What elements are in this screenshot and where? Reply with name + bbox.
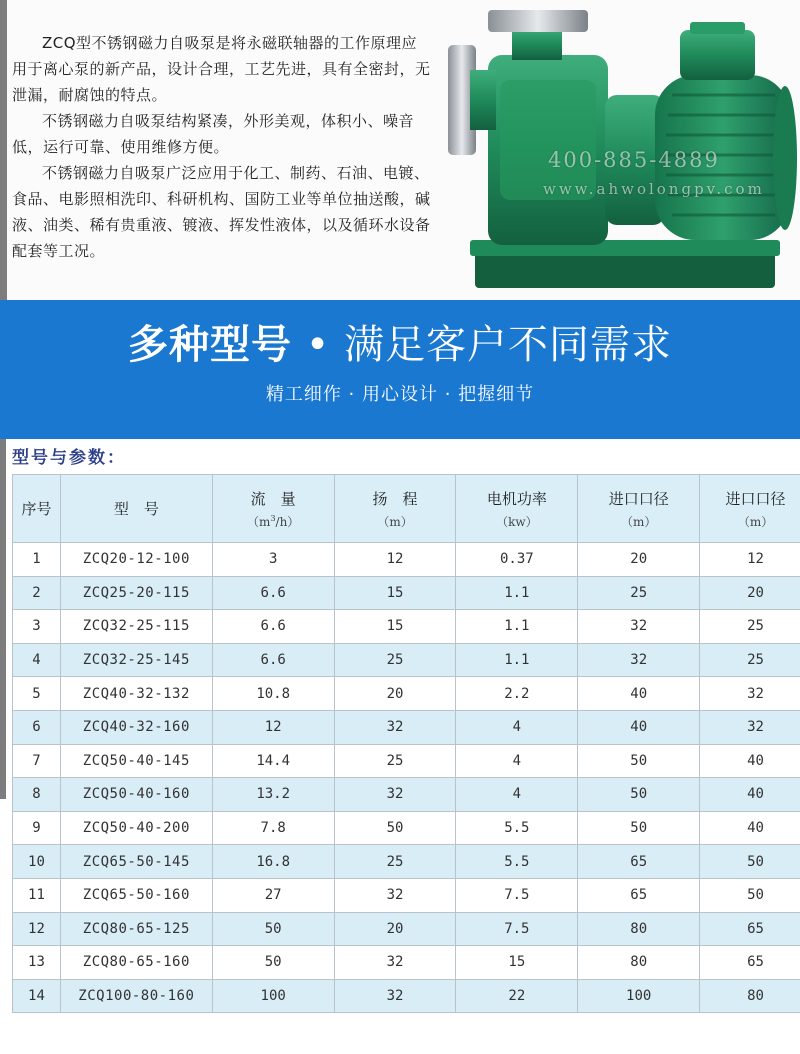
banner-subtitle: 精工细作 · 用心设计 · 把握细节 — [265, 384, 535, 405]
table-row — [13, 677, 800, 711]
cell-flow: 50 — [212, 946, 334, 980]
table-body — [13, 543, 800, 1013]
slogan-banner — [0, 300, 800, 439]
cell-power: 7.5 — [456, 912, 578, 946]
cell-no: 1 — [13, 543, 61, 577]
header-inlet — [578, 475, 700, 543]
cell-inlet: 80 — [578, 912, 700, 946]
cell-model: ZCQ40-32-160 — [60, 710, 212, 744]
cell-inlet: 20 — [578, 543, 700, 577]
cell-model: ZCQ80-65-125 — [60, 912, 212, 946]
cell-no: 10 — [13, 845, 61, 879]
table-row — [13, 878, 800, 912]
cell-outlet: 65 — [700, 946, 800, 980]
intro-paragraph-1: ZCQ型不锈钢磁力自吸泵是将永磁联轴器的工作原理应用于离心泵的新产品，设计合理，工艺先进，具有全密封，无泄漏，耐腐蚀的特点。 — [12, 34, 431, 104]
header-label: 型 号 — [113, 500, 159, 518]
cell-model: ZCQ100-80-160 — [60, 979, 212, 1013]
header-no — [13, 475, 61, 543]
header-unit: （kw） — [496, 514, 538, 529]
cell-flow: 6.6 — [212, 610, 334, 644]
cell-model: ZCQ65-50-145 — [60, 845, 212, 879]
cell-no: 9 — [13, 811, 61, 845]
cell-model: ZCQ32-25-145 — [60, 643, 212, 677]
cell-inlet: 32 — [578, 610, 700, 644]
table-row — [13, 710, 800, 744]
cell-power: 2.2 — [456, 677, 578, 711]
cell-power: 15 — [456, 946, 578, 980]
cell-outlet: 50 — [700, 878, 800, 912]
cell-no: 4 — [13, 643, 61, 677]
cell-no: 14 — [13, 979, 61, 1013]
cell-outlet: 25 — [700, 610, 800, 644]
table-header-row — [13, 475, 800, 543]
magnetic-pump-image — [440, 0, 800, 300]
cell-outlet: 80 — [700, 979, 800, 1013]
cell-model: ZCQ32-25-115 — [60, 610, 212, 644]
cell-inlet: 100 — [578, 979, 700, 1013]
table-row — [13, 610, 800, 644]
banner-title-bold: 多种型号 — [127, 322, 292, 368]
cell-outlet: 40 — [700, 744, 800, 778]
cell-no: 6 — [13, 710, 61, 744]
cell-no: 13 — [13, 946, 61, 980]
cell-flow: 6.6 — [212, 643, 334, 677]
table-row — [13, 643, 800, 677]
cell-flow: 13.2 — [212, 778, 334, 812]
cell-power: 4 — [456, 710, 578, 744]
product-intro — [0, 0, 800, 300]
cell-no: 5 — [13, 677, 61, 711]
cell-inlet: 80 — [578, 946, 700, 980]
cell-no: 8 — [13, 778, 61, 812]
cell-head: 32 — [334, 979, 456, 1013]
cell-head: 15 — [334, 576, 456, 610]
header-label: 进口口径 — [608, 489, 669, 508]
cell-outlet: 12 — [700, 543, 800, 577]
cell-power: 4 — [456, 778, 578, 812]
cell-model: ZCQ25-20-115 — [60, 576, 212, 610]
cell-inlet: 50 — [578, 811, 700, 845]
cell-power: 1.1 — [456, 643, 578, 677]
cell-flow: 3 — [212, 543, 334, 577]
watermark-site: www.ahwolongpv.com — [543, 180, 765, 198]
cell-model: ZCQ50-40-145 — [60, 744, 212, 778]
cell-flow: 27 — [212, 878, 334, 912]
spec-section — [0, 439, 800, 1054]
header-flow — [212, 475, 334, 543]
cell-flow: 16.8 — [212, 845, 334, 879]
header-model — [60, 475, 212, 543]
cell-head: 20 — [334, 912, 456, 946]
cell-inlet: 32 — [578, 643, 700, 677]
cell-head: 20 — [334, 677, 456, 711]
header-unit: （m） — [377, 514, 413, 529]
cell-flow: 14.4 — [212, 744, 334, 778]
header-unit: （m） — [737, 514, 774, 529]
header-head — [334, 475, 456, 543]
table-row — [13, 543, 800, 577]
cell-inlet: 40 — [578, 710, 700, 744]
cell-head: 25 — [334, 845, 456, 879]
intro-text — [12, 30, 432, 264]
table-row — [13, 811, 800, 845]
table-row — [13, 576, 800, 610]
cell-model: ZCQ65-50-160 — [60, 878, 212, 912]
cell-flow: 100 — [212, 979, 334, 1013]
cell-head: 25 — [334, 643, 456, 677]
cell-flow: 10.8 — [212, 677, 334, 711]
cell-model: ZCQ50-40-200 — [60, 811, 212, 845]
cell-head: 12 — [334, 543, 456, 577]
cell-inlet: 40 — [578, 677, 700, 711]
section-title: 型号与参数： — [12, 448, 126, 468]
cell-head: 32 — [334, 710, 456, 744]
cell-flow: 7.8 — [212, 811, 334, 845]
cell-no: 7 — [13, 744, 61, 778]
table-row — [13, 946, 800, 980]
cell-power: 22 — [456, 979, 578, 1013]
cell-outlet: 40 — [700, 811, 800, 845]
left-edge-strip — [0, 0, 7, 300]
cell-outlet: 40 — [700, 778, 800, 812]
banner-title-dot: • — [305, 322, 331, 368]
header-label: 序号 — [21, 500, 52, 518]
cell-power: 5.5 — [456, 811, 578, 845]
header-label: 扬 程 — [372, 489, 418, 508]
cell-model: ZCQ80-65-160 — [60, 946, 212, 980]
cell-power: 4 — [456, 744, 578, 778]
cell-outlet: 32 — [700, 677, 800, 711]
cell-head: 15 — [334, 610, 456, 644]
intro-paragraph-2: 不锈钢磁力自吸泵结构紧凑，外形美观，体积小、噪音低，运行可靠、使用维修方便。 — [12, 112, 415, 156]
cell-flow: 12 — [212, 710, 334, 744]
watermark-phone: 400-885-4889 — [548, 148, 720, 172]
table-row — [13, 979, 800, 1013]
cell-inlet: 65 — [578, 878, 700, 912]
cell-model: ZCQ20-12-100 — [60, 543, 212, 577]
header-unit: （m） — [621, 514, 657, 529]
cell-no: 12 — [13, 912, 61, 946]
cell-outlet: 25 — [700, 643, 800, 677]
cell-model: ZCQ50-40-160 — [60, 778, 212, 812]
cell-head: 50 — [334, 811, 456, 845]
table-row — [13, 744, 800, 778]
cell-power: 5.5 — [456, 845, 578, 879]
cell-power: 1.1 — [456, 576, 578, 610]
left-edge-strip — [0, 439, 6, 799]
cell-inlet: 50 — [578, 744, 700, 778]
cell-model: ZCQ40-32-132 — [60, 677, 212, 711]
intro-paragraph-3: 不锈钢磁力自吸泵广泛应用于化工、制药、石油、电镀、食品、电影照相洗印、科研机构、国防工业等单位抽送酸，碱液、油类、稀有贵重液、镀液、挥发性液体，以及循环水设备配套等工况。 — [12, 164, 431, 260]
cell-outlet: 50 — [700, 845, 800, 879]
banner-title — [0, 316, 800, 374]
cell-inlet: 50 — [578, 778, 700, 812]
cell-head: 32 — [334, 878, 456, 912]
header-label: 电机功率 — [486, 489, 547, 508]
header-outlet — [700, 475, 800, 543]
cell-inlet: 65 — [578, 845, 700, 879]
table-row — [13, 778, 800, 812]
header-unit: $(m^3/h)$ — [247, 513, 300, 529]
table-row — [13, 845, 800, 879]
cell-head: 32 — [334, 946, 456, 980]
cell-inlet: 25 — [578, 576, 700, 610]
cell-outlet: 32 — [700, 710, 800, 744]
cell-outlet: 20 — [700, 576, 800, 610]
cell-no: 11 — [13, 878, 61, 912]
cell-flow: 50 — [212, 912, 334, 946]
cell-no: 3 — [13, 610, 61, 644]
cell-no: 2 — [13, 576, 61, 610]
cell-power: 1.1 — [456, 610, 578, 644]
spec-table — [12, 474, 800, 1013]
header-label: 流 量 — [250, 489, 296, 508]
cell-head: 32 — [334, 778, 456, 812]
cell-power: 0.37 — [456, 543, 578, 577]
cell-outlet: 65 — [700, 912, 800, 946]
header-label: 进口口径 — [725, 489, 786, 508]
table-row — [13, 912, 800, 946]
cell-power: 7.5 — [456, 878, 578, 912]
header-power — [456, 475, 578, 543]
banner-title-rest: 满足客户不同需求 — [344, 322, 673, 368]
cell-flow: 6.6 — [212, 576, 334, 610]
cell-head: 25 — [334, 744, 456, 778]
